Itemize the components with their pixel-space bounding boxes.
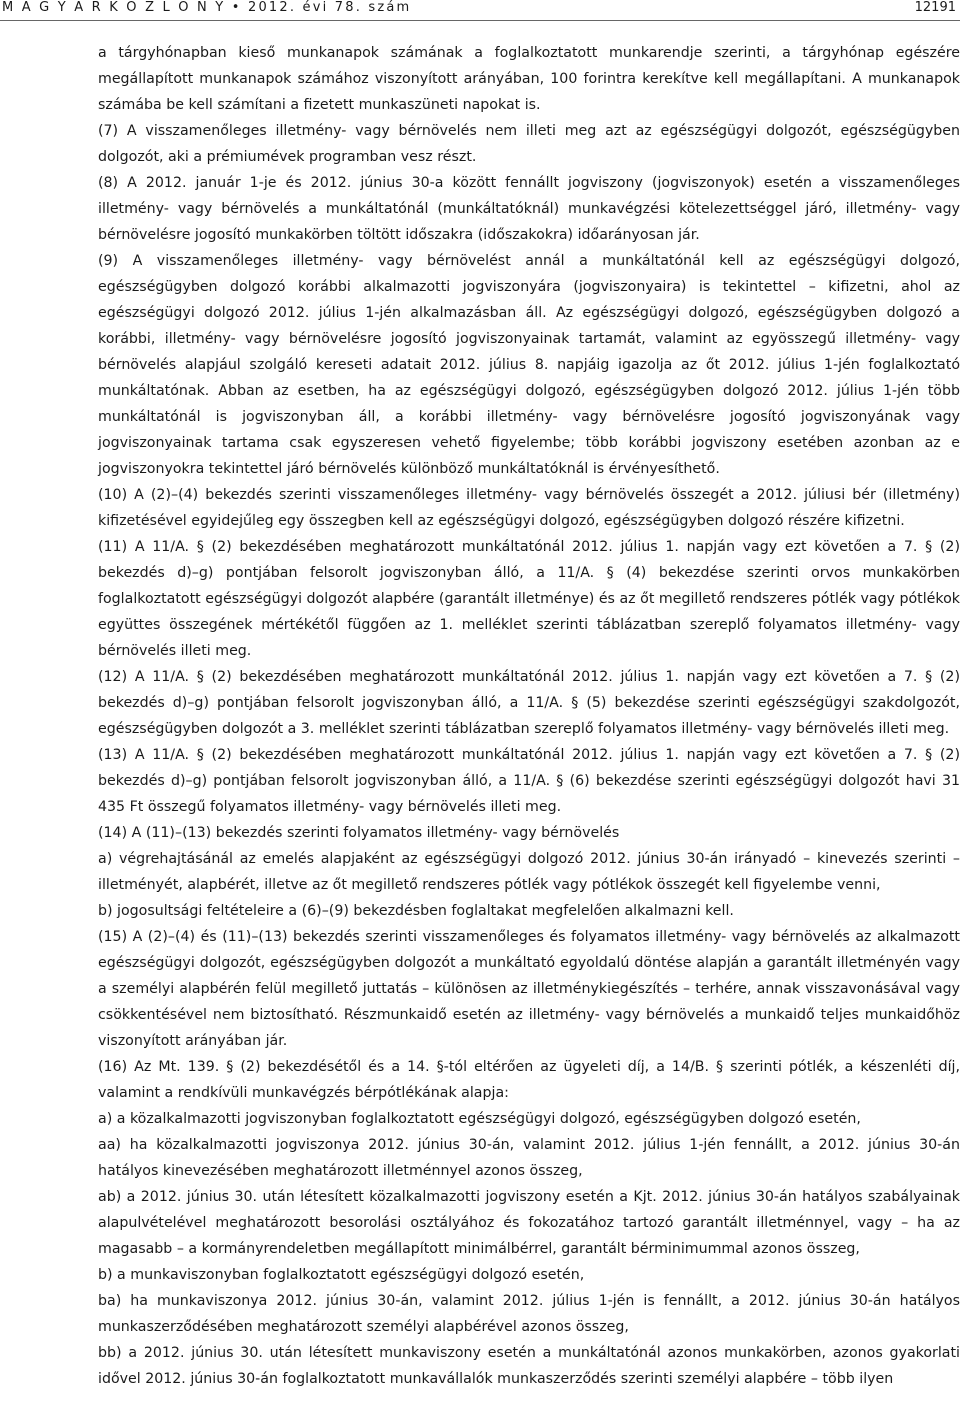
paragraph-13: (13) A 11/A. § (2) bekezdésében meghatározott munkáltatónál 2012. július 1. napján vagy ezt követően a 7. § (2) bekezdés d)–g) pontjában felsorolt jogviszonyban álló, a 11/A. § (6) bekezdése szerinti egészségügyi dolgozót havi 31 435 Ft összegű folyamatos illetmény- vagy bérnövelés illeti meg. [98,747,960,815]
header-divider [0,20,960,21]
paragraph-16-bb: bb) a 2012. június 30. után létesített munkaviszony esetén a munkáltatónál azonos munkakörben, azonos gyakorlati idővel 2012. június 30-án foglalkoztatott munkavállalók munkaszerződés szerinti személyi alapbére – több ilyen [98,1345,960,1387]
page-header [0,0,960,26]
paragraph-12: (12) A 11/A. § (2) bekezdésében meghatározott munkáltatónál 2012. július 1. napján vagy ezt követően a 7. § (2) bekezdés d)–g) pontjában felsorolt jogviszonyban álló, a 11/A. § (5) bekezdése szerinti egészségügyi szakdolgozót, egészségügyben dolgozót a 3. melléklet szerinti táblázatban szereplő folyamatos illetmény- vagy bérnövelés illeti meg. [98,669,960,737]
paragraph-16-b: b) a munkaviszonyban foglalkoztatott egészségügyi dolgozó esetén, [98,1267,585,1283]
paragraph-16: (16) Az Mt. 139. § (2) bekezdésétől és a 14. §-tól eltérően az ügyeleti díj, a 14/B. § szerinti pótlék, a készenléti díj, valamint a rendkívüli munkavégzés bérpótlékának alapja: [98,1059,960,1101]
paragraph-15: (15) A (2)–(4) és (11)–(13) bekezdés szerinti visszamenőleges és folyamatos illetmény- vagy bérnövelés az alkalmazott egészségügyi dolgozót, egészségügyben dolgozót a munkáltató egyoldalú döntése alapján a garantált illetményén vagy a személyi alapbérén felül megillető juttatás – különösen az illetménykiegészítés – terhére, annak visszavonásával vagy csökkentésével nem biztosítható. Részmunkaidő esetén az illetmény- vagy bérnövelés a munkaidő teljes munkaidőhöz viszonyított arányában jár. [98,929,960,1049]
paragraph-14: (14) A (11)–(13) bekezdés szerinti folyamatos illetmény- vagy bérnövelés [98,825,620,841]
document-body [98,40,960,1392]
paragraph-7: (7) A visszamenőleges illetmény- vagy bérnövelés nem illeti meg azt az egészségügyi dolgozót, egészségügyben dolgozót, aki a prémiumévek programban vesz részt. [98,123,960,165]
paragraph-8: (8) A 2012. január 1-je és 2012. június 30-a között fennállt jogviszony (jogviszonyok) esetén a visszamenőleges illetmény- vagy bérnövelés a munkáltatónál (munkáltatóknál) munkavégzési kötelezettséggel járó, illetmény- vagy bérnövelésre jogosító munkakörben töltött időszakra (időszakokra) időarányosan jár. [98,175,960,243]
paragraph-9: (9) A visszamenőleges illetmény- vagy bérnövelést annál a munkáltatónál kell az egészségügyi dolgozó, egészségügyben dolgozó korábbi alkalmazotti jogviszonyára (jogviszonyaira) is tekintettel – kifizetni, ahol az egészségügyi dolgozó 2012. július 1-jén alkalmazásban áll. Az egészségügyi dolgozó, egészségügyben dolgozó a korábbi, illetmény- vagy bérnövelésre jogosító jogviszonyainak tartamát, valamint az egyösszegű illetmény- vagy bérnövelés alapjául szolgáló kereseti adatait 2012. július 8. napjáig igazolja az őt 2012. július 1-jén foglalkoztató munkáltatónak. Abban az esetben, ha az egészségügyi dolgozó, egészségügyben dolgozó 2012. július 1-jén több munkáltatónál is jogviszonyban áll, a korábbi illetmény- vagy bérnövelésre jogosító jogviszonyának vagy jogviszonyainak tartama csak egyszeresen vehető figyelembe; több korábbi jogviszony esetében azonban az e jogviszonyokra tekintettel járó bérnövelés különböző munkáltatóknál is érvényesíthető. [98,253,960,477]
page-number: 12191 [914,0,956,15]
paragraph-continuation: a tárgyhónapban kieső munkanapok számának a foglalkoztatott munkarendje szerinti, a tárgyhónap egészére megállapított munkanapok számához viszonyított arányában, 100 forintra kerekítve kell megállapítani. A munkanapok számába be kell számítani a fizetett munkaszüneti napokat is. [98,45,960,113]
paragraph-14-b: b) jogosultsági feltételeire a (6)–(9) bekezdésben foglaltakat megfelelően alkalmazni kell. [98,903,734,919]
paragraph-11: (11) A 11/A. § (2) bekezdésében meghatározott munkáltatónál 2012. július 1. napján vagy ezt követően a 7. § (2) bekezdés d)–g) pontjában felsorolt jogviszonyban álló, a 11/A. § (4) bekezdése szerinti orvos munkakörben foglalkoztatott egészségügyi dolgozót alapbére (garantált illetménye) és az őt megillető rendszeres pótlék vagy pótlékok együttes összegének mértékétől függően az 1. melléklet szerinti táblázatban szereplő folyamatos illetmény- vagy bérnövelés illeti meg. [98,539,960,659]
paragraph-16-aa: aa) ha közalkalmazotti jogviszonya 2012. június 30-án, valamint 2012. július 1-jén fennállt, a 2012. június 30-án hatályos kinevezésében meghatározott illetménnyel azonos összeg, [98,1137,960,1179]
paragraph-10: (10) A (2)–(4) bekezdés szerinti visszamenőleges illetmény- vagy bérnövelés összegét a 2012. júliusi bér (illetmény) kifizetésével egyidejűleg egy összegben kell az egészségügyi dolgozó, egészségügyben dolgozó részére kifizetni. [98,487,960,529]
paragraph-16-a: a) a közalkalmazotti jogviszonyban foglalkoztatott egészségügyi dolgozó, egészségügyben dolgozó esetén, [98,1111,861,1127]
paragraph-16-ab: ab) a 2012. június 30. után létesített közalkalmazotti jogviszony esetén a Kjt. 2012. június 30-án hatályos szabályainak alapulvételével meghatározott besorolási osztályához és fokozatához tartozó garantált illetménnyel, vagy – ha az magasabb – a kormányrendeletben megállapított minimálbérrel, garantált bérminimummal azonos összeg, [98,1189,960,1257]
paragraph-14-a: a) végrehajtásánál az emelés alapjaként az egészségügyi dolgozó 2012. június 30-án irányadó – kinevezés szerinti – illetményét, alapbérét, illetve az őt megillető rendszeres pótlék vagy pótlékok összegét kell figyelembe venni, [98,851,960,893]
paragraph-16-ba: ba) ha munkaviszonya 2012. június 30-án, valamint 2012. július 1-jén is fennállt, a 2012. június 30-án hatályos munkaszerződésében meghatározott személyi alapbérével azonos összeg, [98,1293,960,1335]
journal-title: M A G Y A R K Ö Z L Ö N Y • 2012. évi 78. szám [2,0,412,15]
